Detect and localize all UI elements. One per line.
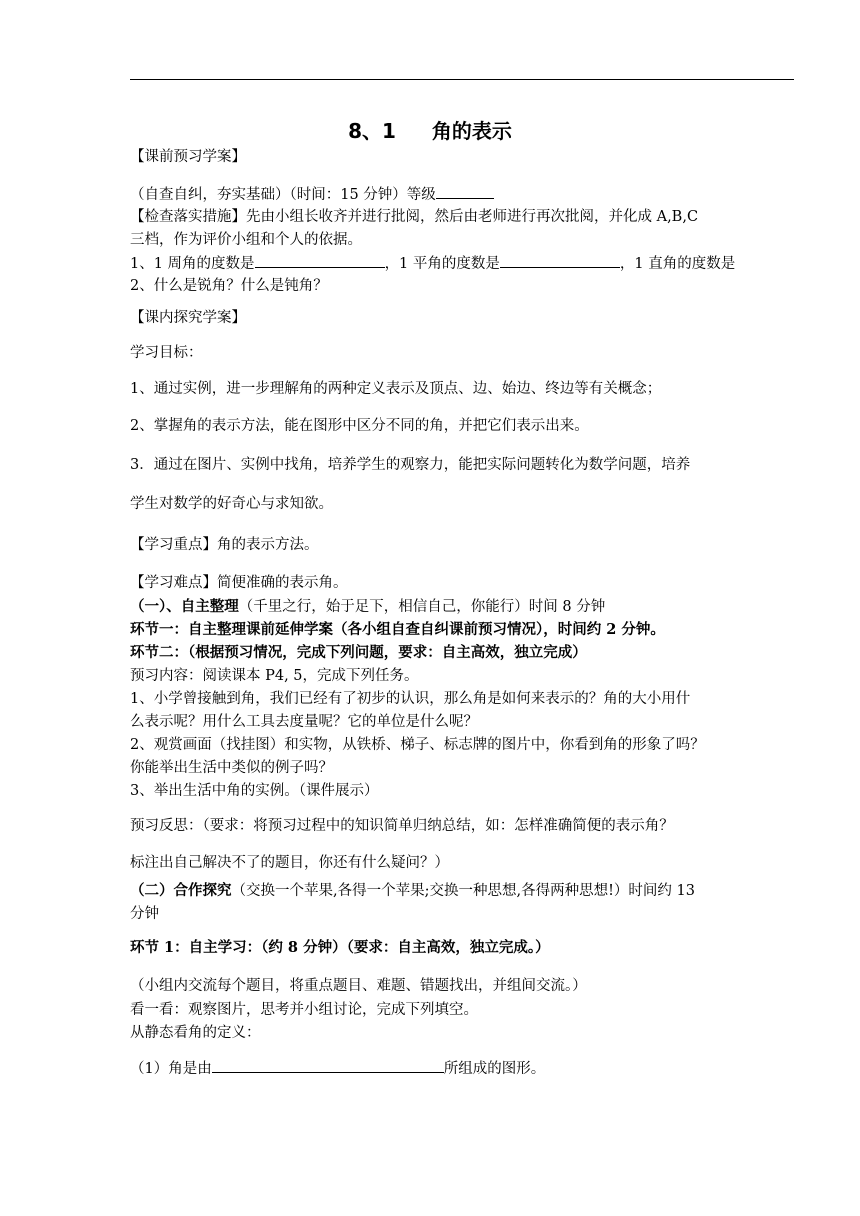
part2-step1: 环节 1：自主学习：（约 8 分钟）（要求：自主高效，独立完成。） [130,939,550,956]
key-point: 【学习重点】角的表示方法。 [130,537,319,553]
top-rule [130,79,794,80]
task-1b: 么表示呢？用什么工具去度量呢？它的单位是什么呢？ [130,714,478,730]
goal-3a: 3．通过在图片、实例中找角，培养学生的观察力，能把实际问题转化为数学问题，培养 [130,457,691,473]
inclass-heading: 【课内探究学案】 [130,310,246,326]
check-text: 先由小组长收齐并进行批阅，然后由老师进行再次批阅，并化成 A,B,C [246,209,699,225]
question-2: 2、什么是锐角？什么是钝角？ [130,278,328,294]
part2-heading: （二）合作探究（交换一个苹果,各得一个苹果;交换一种思想,各得两种思想!）时间约 13 [130,882,695,899]
title-number: 8、1 [348,119,396,143]
fill-1: （1）角是由 所组成的图形。 [130,1058,545,1079]
straight-angle-blank[interactable] [500,253,620,268]
goal-3b: 学生对数学的好奇心与求知欲。 [130,496,333,512]
check-line-2: 三档，作为评价小组和个人的依据。 [130,232,362,248]
group-note: （小组内交流每个题目，将重点题目、难题、错题找出，并组间交流。） [130,978,587,994]
question-1: 1、1 周角的度数是 ，1 平角的度数是 ，1 直角的度数是 [130,253,735,274]
reflection-b: 标注出自己解决不了的题目，你还有什么疑问？） [130,855,449,871]
check-line [130,207,794,227]
part1-step1: 环节一：自主整理课前延伸学案（各小组自查自纠课前预习情况），时间约 2 分钟。 [130,621,665,638]
part2-heading-cont: 分钟 [130,906,159,922]
task-2a: 2、观赏画面（找挂图）和实物，从铁桥、梯子、标志牌的图片中，你看到角的形象了吗？ [130,737,705,753]
look-line: 看一看：观察图片，思考并小组讨论，完成下列填空。 [130,1002,478,1018]
task-3: 3、举出生活中角的实例。（课件展示） [130,783,379,799]
static-def: 从静态看角的定义： [130,1025,261,1041]
goal-2: 2、掌握角的表示方法，能在图形中区分不同的角，并把它们表示出来。 [130,418,589,434]
preview-content: 预习内容：阅读课本 P4, 5，完成下列任务。 [130,668,419,684]
task-1a: 1、小学曾接触到角，我们已经有了初步的认识，那么角是如何来表示的？角的大小用什 [130,691,691,707]
task-2b: 你能举出生活中类似的例子吗？ [130,760,333,776]
full-angle-blank[interactable] [255,253,385,268]
part1-heading: （一）、自主整理（千里之行，始于足下，相信自己，你能行）时间 8 分钟 [130,598,606,615]
goal-1: 1、通过实例，进一步理解角的两种定义表示及顶点、边、始边、终边等有关概念； [130,381,662,397]
check-label: 【检查落实措施】 [130,209,246,225]
grade-blank[interactable] [436,184,494,199]
goals-label: 学习目标： [130,345,203,361]
difficult-point: 【学习难点】简便准确的表示角。 [130,575,348,591]
reflection-a: 预习反思：（要求：将预习过程中的知识简单归纳总结，如：怎样准确简便的表示角？ [130,818,674,834]
page-title [0,115,860,144]
angle-def-blank[interactable] [212,1058,444,1073]
pre-heading: 【课前预习学案】 [130,149,246,165]
time-line: （自查自纠，夯实基础）（时间：15 分钟）等级 [130,184,494,205]
title-text: 角的表示 [431,119,512,143]
part1-step2: 环节二：（根据预习情况，完成下列问题，要求：自主高效，独立完成） [130,644,587,661]
